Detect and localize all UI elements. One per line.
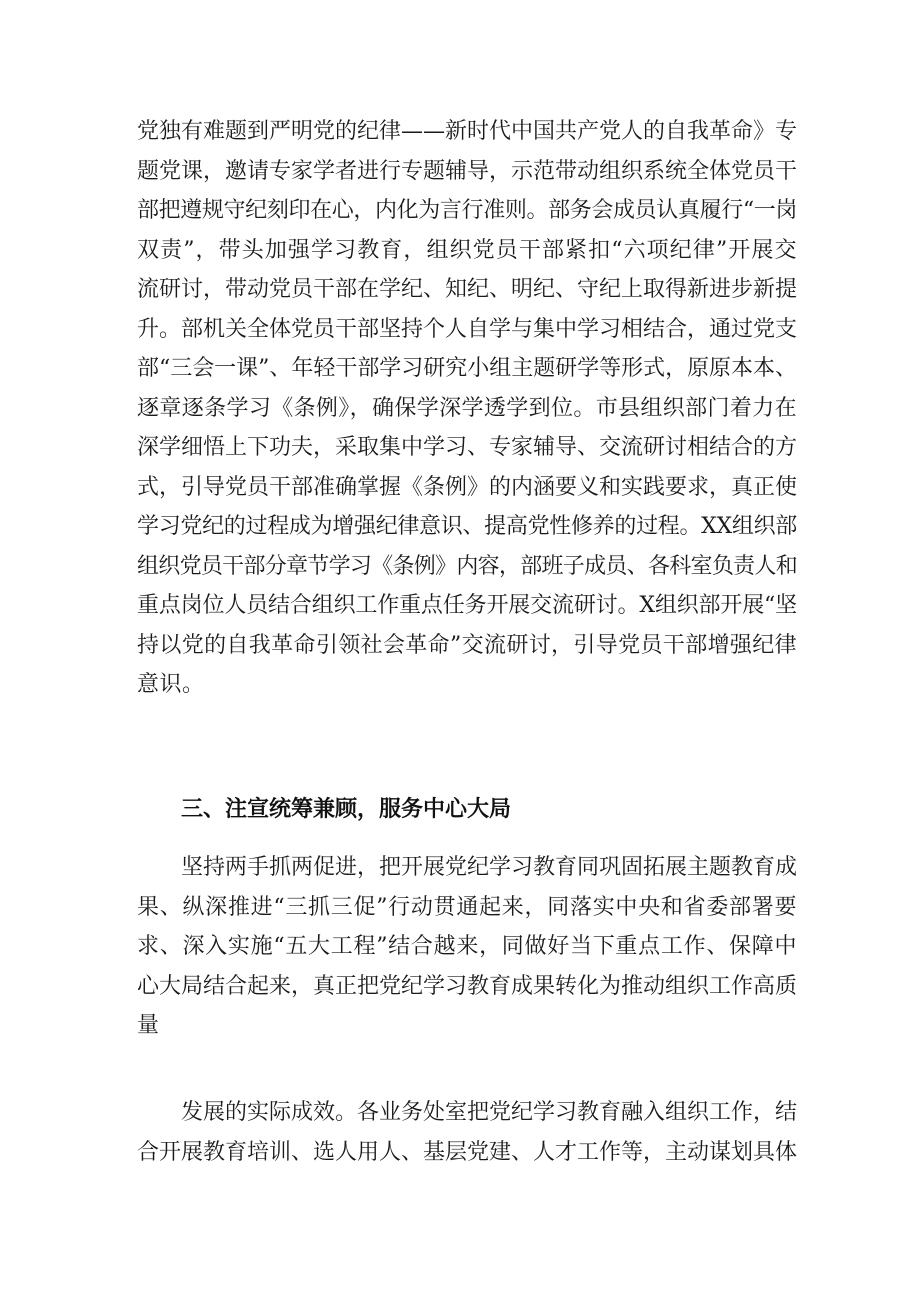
body-paragraph-1 — [137, 112, 797, 705]
text-line: 持以党的自我革命引领社会革命”交流研讨，引导党员干部增强纪律 — [137, 632, 797, 658]
text-line: 学习党纪的过程成为增强纪律意识、提高党性修养的过程。XX组织部 — [137, 514, 797, 539]
text-line: 双责”，带头加强学习教育，组织党员干部紧扣“六项纪律”开展交 — [137, 237, 797, 263]
text-line: 坚持两手抓两促进，把开展党纪学习教育同巩固拓展主题教育成 — [181, 855, 797, 880]
body-paragraph-3 — [137, 1093, 797, 1172]
section-heading: 三、注宣统筹兼顾，服务中心大局 — [181, 797, 512, 822]
text-line: 升。部机关全体党员干部坚持个人自学与集中学习相结合，通过党支 — [137, 316, 797, 342]
text-line: 部“三会一课”、年轻干部学习研究小组主题研学等形式，原原本本、 — [137, 356, 797, 381]
text-line: 式，引导党员干部准确掌握《条例》的内涵要义和实践要求，真正使 — [137, 474, 797, 500]
text-line: 量 — [137, 1013, 160, 1038]
text-line: 重点岗位人员结合组织工作重点任务开展交流研讨。X组织部开展“坚 — [137, 593, 797, 618]
text-line: 逐章逐条学习《条例》，确保学深学透学到位。市县组织部门着力在 — [137, 395, 797, 421]
text-line: 心大局结合起来，真正把党纪学习教育成果转化为推动组织工作高质 — [137, 973, 797, 999]
text-line: 流研讨，带动党员干部在学纪、知纪、明纪、守纪上取得新进步新提 — [137, 277, 797, 302]
text-line: 深学细悟上下功夫，采取集中学习、专家辅导、交流研讨相结合的方 — [137, 435, 797, 460]
body-paragraph-2 — [137, 848, 797, 1046]
text-line: 合开展教育培训、选人用人、基层党建、人才工作等，主动谋划具体 — [137, 1139, 797, 1165]
text-line: 部把遵规守纪刻印在心，内化为言行准则。部务会成员认真履行“一岗 — [137, 198, 797, 223]
text-line: 果、纵深推进“三抓三促”行动贯通起来，同落实中央和省委部署要 — [137, 894, 797, 920]
text-line: 发展的实际成效。各业务处室把党纪学习教育融入组织工作，结 — [181, 1100, 797, 1125]
text-line: 组织党员干部分章节学习《条例》内容，部班子成员、各科室负责人和 — [137, 553, 797, 579]
text-line: 意识。 — [137, 672, 205, 697]
text-line: 党独有难题到严明党的纪律——新时代中国共产党人的自我革命》专 — [137, 119, 797, 144]
text-line: 求、深入实施“五大工程”结合越来，同做好当下重点工作、保障中 — [137, 934, 797, 959]
text-line: 题党课，邀请专家学者进行专题辅导，示范带动组织系统全体党员干 — [137, 158, 797, 184]
